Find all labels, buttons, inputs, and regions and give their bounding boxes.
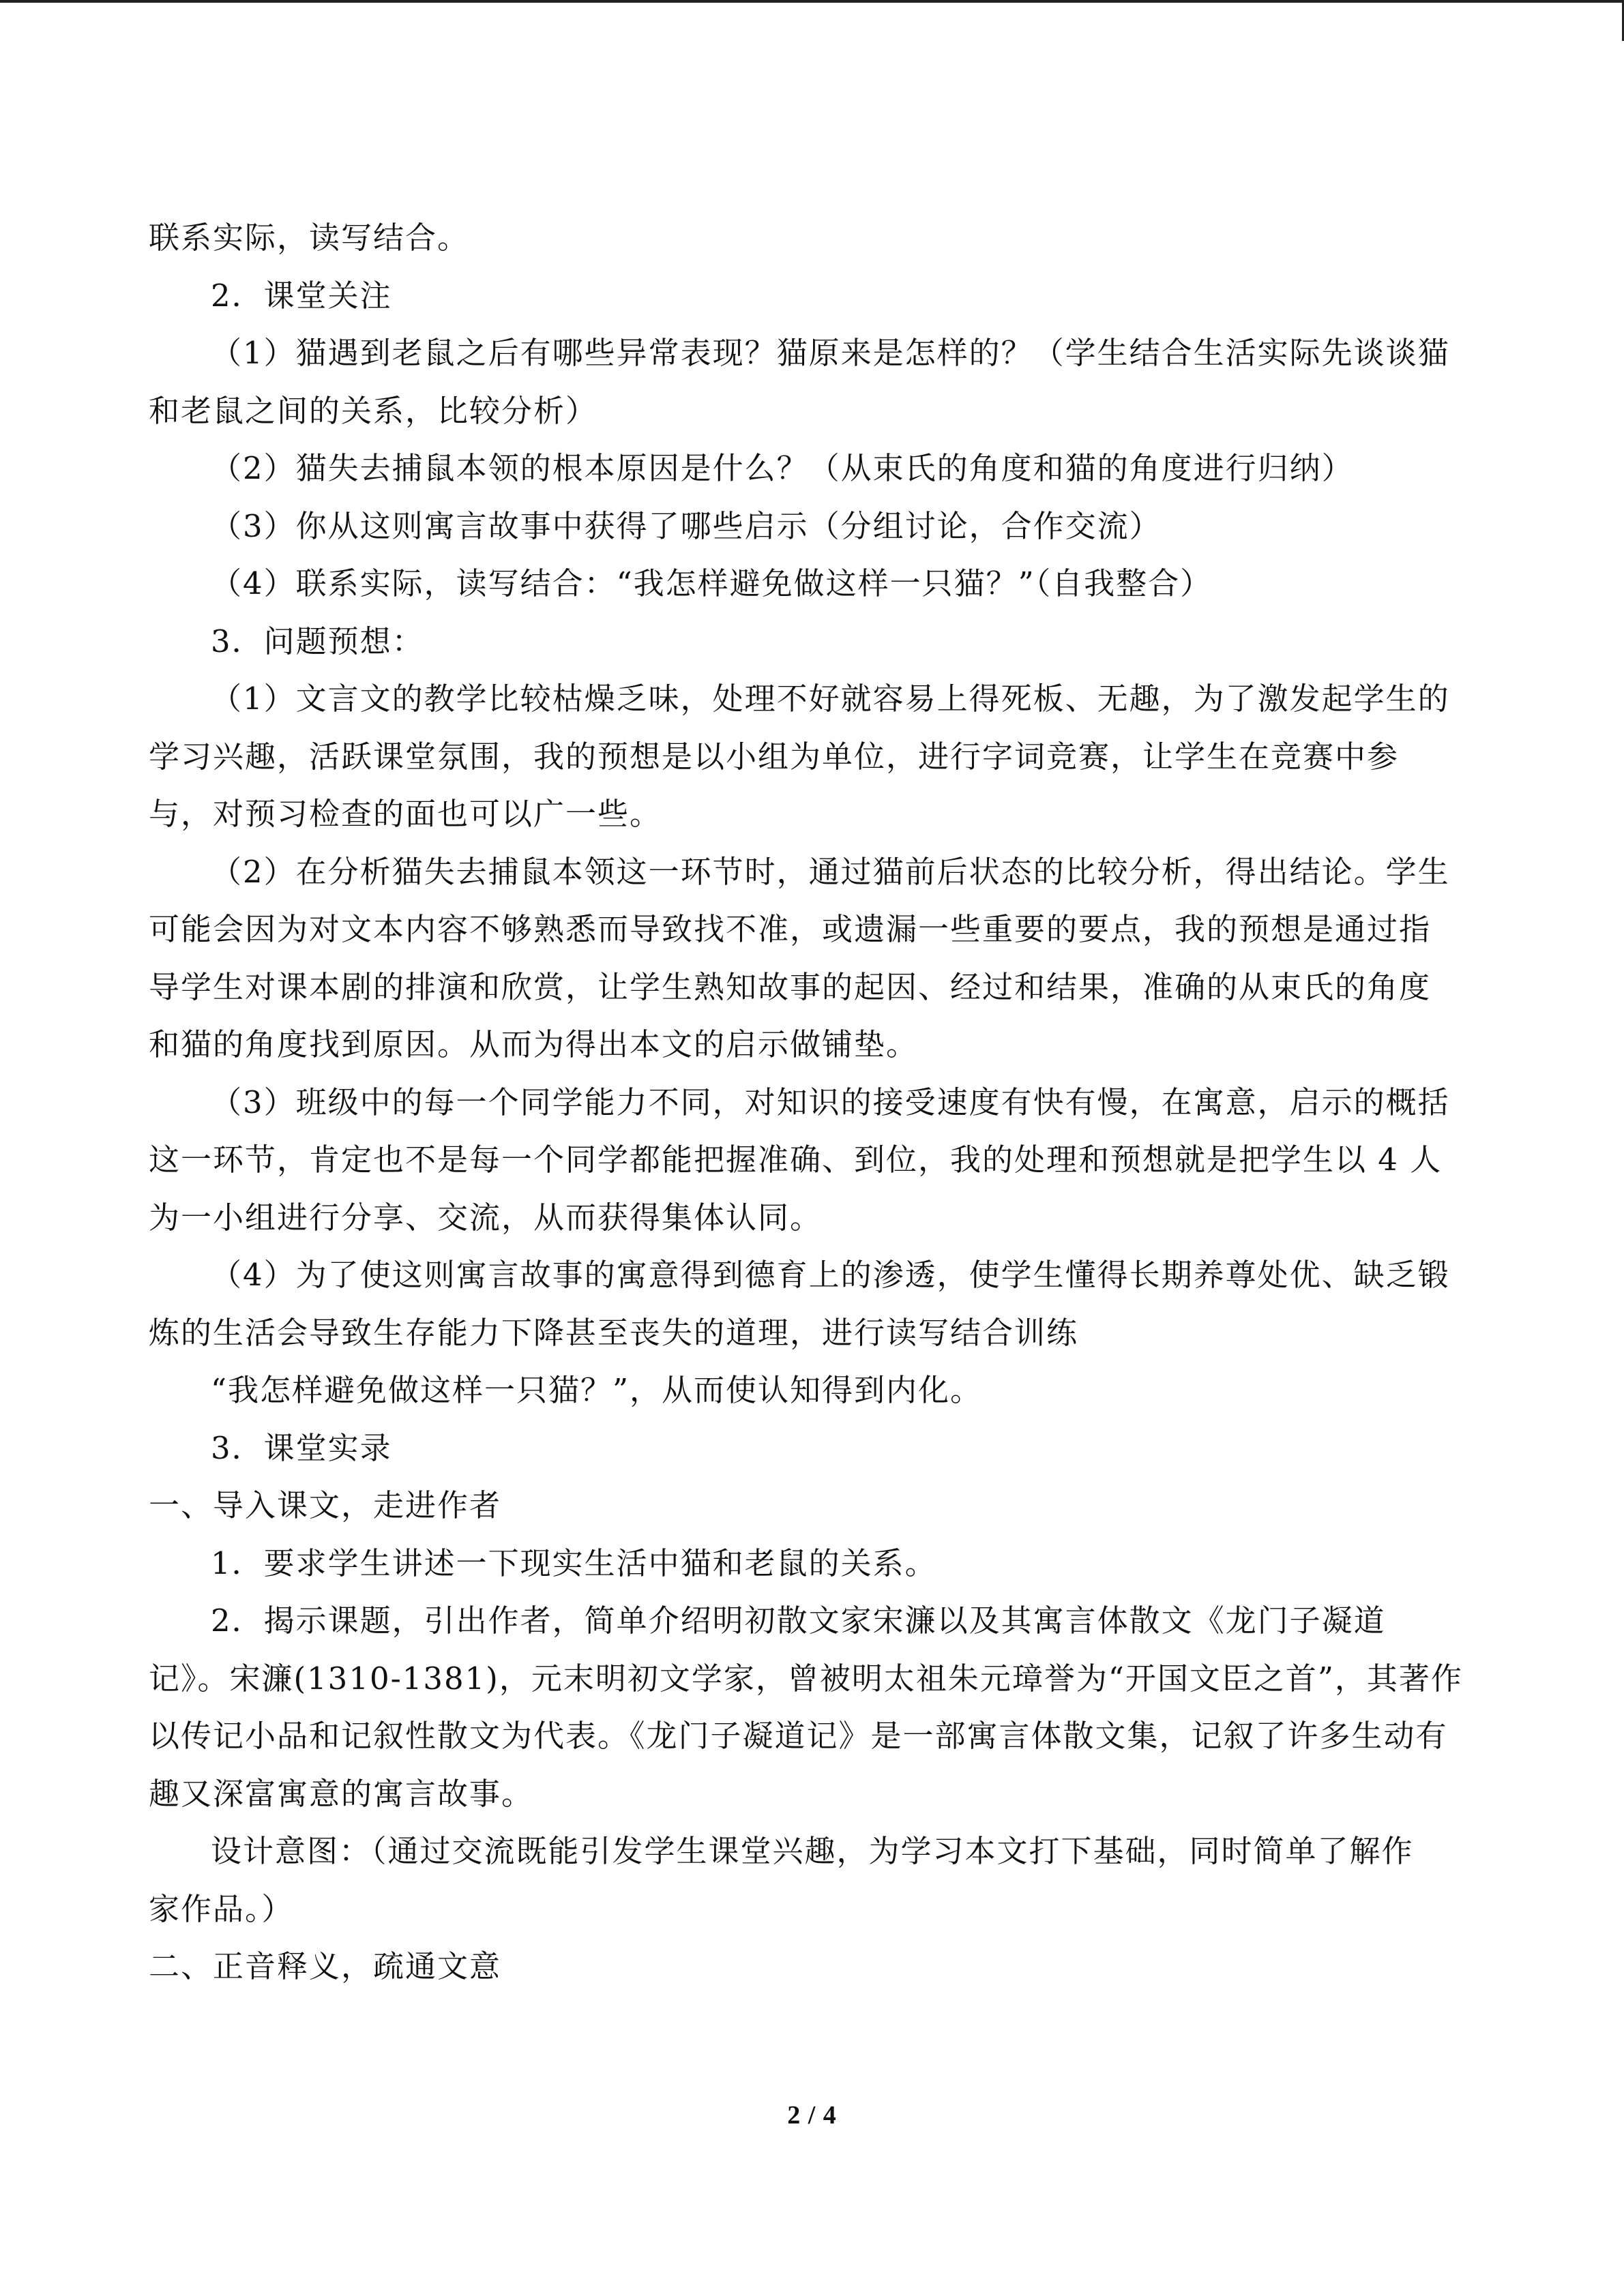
text-line: 炼的生活会导致生存能力下降甚至丧失的道理，进行读写结合训练 <box>149 1314 1079 1351</box>
text-line: 联系实际，读写结合。 <box>149 220 470 256</box>
section-heading: 一、导入课文，走进作者 <box>149 1487 502 1523</box>
text-line: （3）班级中的每一个同学能力不同，对知识的接受速度有快有慢，在寓意，启示的概括 <box>211 1084 1450 1120</box>
text-line: （4）联系实际，读写结合：“我怎样避免做这样一只猫？”（自我整合） <box>211 565 1213 601</box>
text-line: “我怎样避免做这样一只猫？”，从而使认知得到内化。 <box>211 1372 983 1408</box>
text-line: 为一小组进行分享、交流，从而获得集体认同。 <box>149 1199 823 1236</box>
text-line: 3．问题预想： <box>211 623 424 659</box>
text-line: （1）文言文的教学比较枯燥乏味，处理不好就容易上得死板、无趣，为了激发起学生的 <box>211 681 1450 717</box>
text-line: （2）在分析猫失去捕鼠本领这一环节时，通过猫前后状态的比较分析，得出结论。学生 <box>211 853 1450 890</box>
page-number: 2 / 4 <box>787 2101 837 2130</box>
text-line: 2．揭示课题，引出作者，简单介绍明初散文家宋濂以及其寓言体散文《龙门子凝道 <box>211 1602 1386 1639</box>
text-line: 和老鼠之间的关系，比较分析） <box>149 392 598 429</box>
text-line: 与，对预习检查的面也可以广一些。 <box>149 796 662 832</box>
text-line: 学习兴趣，活跃课堂氛围，我的预想是以小组为单位，进行字词竞赛，让学生在竞赛中参 <box>149 738 1400 775</box>
text-line: （4）为了使这则寓言故事的寓意得到德育上的渗透，使学生懂得长期养尊处优、缺乏锻 <box>211 1257 1450 1293</box>
text-line: （3）你从这则寓言故事中获得了哪些启示（分组讨论，合作交流） <box>211 507 1162 544</box>
text-line: 和猫的角度找到原因。从而为得出本文的启示做铺垫。 <box>149 1026 919 1062</box>
text-line: 家作品。） <box>149 1890 294 1927</box>
text-line: 可能会因为对文本内容不够熟悉而导致找不准，或遗漏一些重要的要点，我的预想是通过指 <box>149 911 1432 947</box>
section-heading: 3．课堂实录 <box>211 1429 392 1466</box>
text-line: 记》。宋濂(1310-1381)，元末明初文学家，曾被明太祖朱元璋誉为“开国文臣之首”，其著作 <box>149 1660 1463 1697</box>
text-line: 设计意图：（通过交流既能引发学生课堂兴趣，为学习本文打下基础，同时简单了解作 <box>211 1833 1414 1869</box>
text-line: 2．课堂关注 <box>211 277 392 314</box>
page-top-border <box>0 0 1624 3</box>
text-line: 以传记小品和记叙性散文为代表。《龙门子凝道记》是一部寓言体散文集，记叙了许多生动有 <box>149 1718 1448 1754</box>
document-body <box>149 209 1475 1996</box>
text-line: 趣又深富寓意的寓言故事。 <box>149 1775 534 1812</box>
text-line: （2）猫失去捕鼠本领的根本原因是什么？（从束氏的角度和猫的角度进行归纳） <box>211 450 1354 486</box>
text-line: （1）猫遇到老鼠之后有哪些异常表现？猫原来是怎样的？（学生结合生活实际先谈谈猫 <box>211 335 1450 371</box>
text-line: 导学生对课本剧的排演和欣赏，让学生熟知故事的起因、经过和结果，准确的从束氏的角度 <box>149 968 1432 1005</box>
section-heading: 二、正音释义，疏通文意 <box>149 1948 502 1984</box>
text-line: 1．要求学生讲述一下现实生活中猫和老鼠的关系。 <box>211 1545 937 1581</box>
text-line: 这一环节，肯定也不是每一个同学都能把握准确、到位，我的处理和预想就是把学生以 4 人 <box>149 1142 1443 1178</box>
